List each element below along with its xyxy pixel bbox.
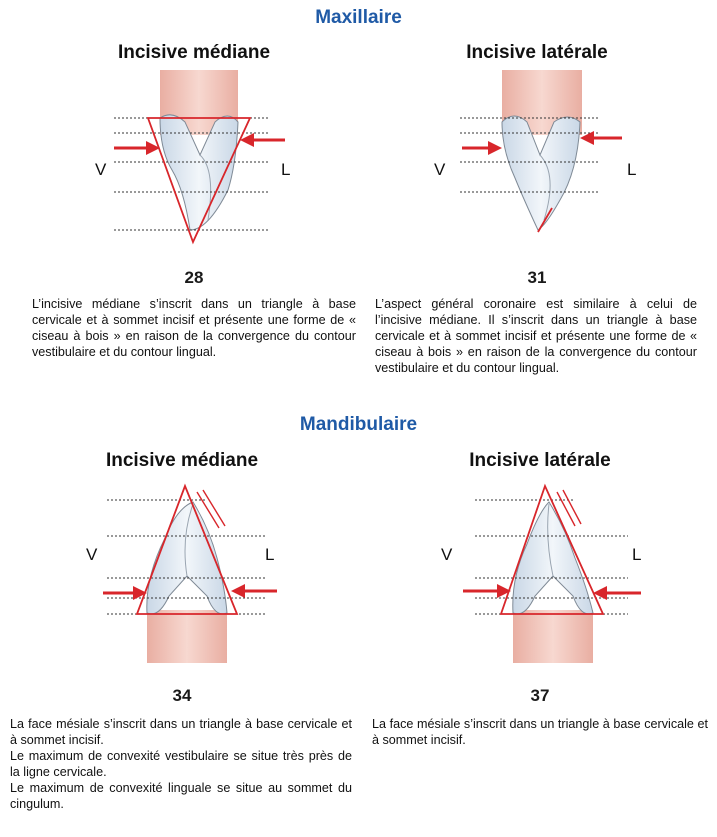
root <box>147 610 227 663</box>
label-lingual-34: L <box>265 545 275 564</box>
description-37 <box>372 716 708 748</box>
description-28-line: L’incisive médiane s’inscrit dans un triangle à base cervicale et à sommet incisif et présente une forme de « ciseau à bois » en raison de la convergence du contour vestibulaire et du contour lingual. <box>32 297 356 359</box>
panel-title-maxillary-central: Incisive médiane <box>117 42 271 63</box>
tooth-diagram-31 <box>430 70 630 250</box>
label-lingual-28: L <box>281 160 291 179</box>
figure-number-37: 37 <box>530 686 550 705</box>
description-34 <box>10 716 352 812</box>
figure-number-34: 34 <box>172 686 192 705</box>
label-vestibular-37: V <box>441 545 453 564</box>
tooth-diagram-28 <box>90 70 290 250</box>
arrow-lingual <box>580 131 622 145</box>
description-34-line-1: La face mésiale s’inscrit dans un triangle à base cervicale et à sommet incisif. <box>10 717 352 747</box>
arrow-lingual <box>240 133 285 147</box>
label-vestibular-34: V <box>86 545 98 564</box>
description-34-line-2: Le maximum de convexité vestibulaire se situe très près de la ligne cervicale. <box>10 749 352 779</box>
label-vestibular-28: V <box>95 160 107 179</box>
description-31 <box>375 296 697 376</box>
label-vestibular-31: V <box>434 160 446 179</box>
section-title-mandibulaire: Mandibulaire <box>299 414 418 435</box>
description-31-line: L’aspect général coronaire est similaire à celui de l’incisive médiane. Il s’inscrit dans un triangle à base cervicale et à sommet incisif et présente une forme de « ciseau à bois » en raison de la convergence du contour vestibulaire et du contour lingual. <box>375 297 697 375</box>
tooth-diagram-37 <box>453 478 653 663</box>
figure-number-28: 28 <box>184 268 204 287</box>
tooth-diagram-34 <box>85 478 285 663</box>
description-28 <box>32 296 356 360</box>
arrow-vestibular <box>462 141 502 155</box>
description-37-line: La face mésiale s’inscrit dans un triangle à base cervicale et à sommet incisif. <box>372 717 708 747</box>
label-lingual-37: L <box>632 545 642 564</box>
crown <box>513 502 593 614</box>
description-34-line-3: Le maximum de convexité linguale se situe au sommet du cingulum. <box>10 781 352 811</box>
arrow-vestibular <box>114 141 160 155</box>
arrow-vestibular <box>463 584 511 598</box>
figure-number-31: 31 <box>527 268 547 287</box>
arrow-lingual <box>231 584 277 598</box>
root <box>513 610 593 663</box>
panel-title-maxillary-lateral: Incisive latérale <box>466 42 608 63</box>
panel-title-mandibular-lateral: Incisive latérale <box>469 450 611 471</box>
panel-title-mandibular-central: Incisive médiane <box>105 450 259 471</box>
label-lingual-31: L <box>627 160 637 179</box>
section-title-maxillaire: Maxillaire <box>315 7 402 28</box>
